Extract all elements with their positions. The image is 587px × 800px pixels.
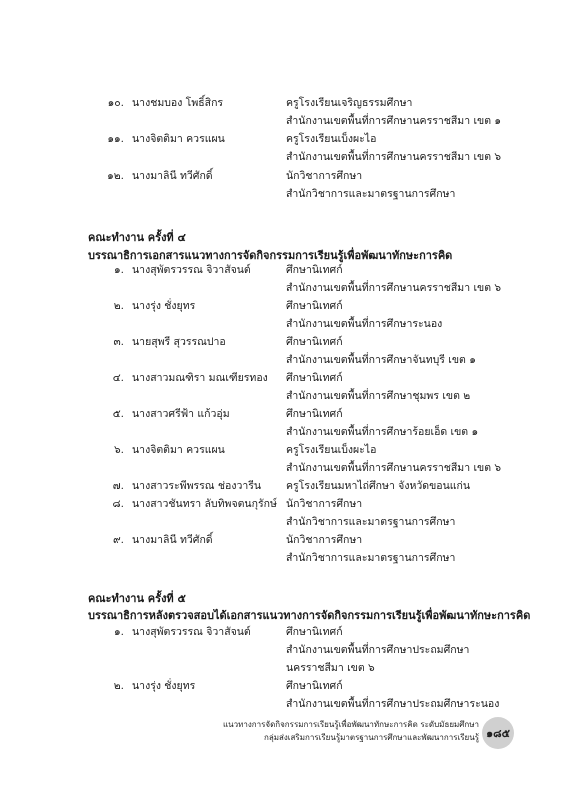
list-item	[88, 444, 528, 474]
list-item	[88, 336, 528, 366]
item-number: ๑.	[113, 626, 124, 638]
item-number: ๔.	[112, 372, 124, 384]
member-name: นางรุ่ง ชั่งยุทร	[132, 300, 196, 312]
list-item	[88, 626, 528, 674]
member-office: สำนักวิชาการและมาตรฐานการศึกษา	[286, 188, 456, 200]
member-office: สำนักงานเขตพื้นที่การศึกษานครราชสีมา เขต ๖	[286, 282, 502, 294]
item-number: ๖.	[113, 444, 124, 456]
list-item	[88, 264, 528, 294]
page-number-badge	[482, 717, 514, 749]
member-position: ครูโรงเรียนเจริญธรรมศึกษา	[286, 97, 413, 109]
item-number: ๑.	[113, 264, 124, 276]
section-title: คณะทำงาน ครั้งที่ ๔	[88, 231, 186, 244]
list-item	[88, 372, 528, 402]
item-number: ๒.	[113, 680, 124, 692]
member-name: นางจิตติมา ควรแผน	[132, 444, 225, 456]
member-position: ศึกษานิเทศก์	[286, 264, 343, 276]
footer-title: แนวทางการจัดกิจกรรมการเรียนรู้เพื่อพัฒนาทักษะการคิด ระดับมัธยมศึกษา	[222, 720, 479, 729]
member-position: ศึกษานิเทศก์	[286, 372, 343, 384]
item-number: ๗.	[112, 480, 124, 492]
member-position: ศึกษานิเทศก์	[286, 300, 343, 312]
page-number: ๑๘๕	[486, 727, 510, 740]
member-position: นักวิชาการศึกษา	[286, 498, 363, 510]
member-position: ศึกษานิเทศก์	[286, 680, 343, 692]
member-name: นางสุพัตรวรรณ จิวาสัจนต์	[132, 264, 251, 276]
item-number: ๘.	[112, 498, 124, 510]
member-position: นักวิชาการศึกษา	[286, 534, 363, 546]
list-item	[88, 480, 528, 493]
item-number: ๙.	[112, 534, 124, 546]
list-item	[88, 133, 528, 163]
member-name: นางสุพัตรวรรณ จิวาสัจนต์	[132, 626, 251, 638]
member-name: นางสาวระพีพรรณ ช่องวารีน	[132, 480, 262, 492]
list-item	[88, 97, 528, 127]
item-number: ๑๑.	[107, 133, 124, 145]
member-position: ศึกษานิเทศก์	[286, 626, 343, 638]
member-office: สำนักงานเขตพื้นที่การศึกษาร้อยเอ็ด เขต ๑	[286, 426, 479, 438]
section-title: คณะทำงาน ครั้งที่ ๕	[88, 592, 186, 605]
item-number: ๑๐.	[107, 97, 124, 109]
list-item	[88, 300, 528, 330]
member-office: สำนักงานเขตพื้นที่การศึกษานครราชสีมา เขต ๖	[286, 151, 502, 163]
section-subtitle: บรรณาธิการหลังตรวจสอบได้เอกสารแนวทางการจัดกิจกรรมการเรียนรู้เพื่อพัฒนาทักษะการคิด	[88, 609, 531, 622]
list-item	[88, 408, 528, 438]
member-position: ครูโรงเรียนเบ็งผะไอ	[286, 444, 377, 456]
footer-subtitle: กลุ่มส่งเสริมการเรียนรู้มาตรฐานการศึกษาและพัฒนาการเรียนรู้	[264, 733, 479, 742]
section-subtitle: บรรณาธิการเอกสารแนวทางการจัดกิจกรรมการเรียนรู้เพื่อพัฒนาทักษะการคิด	[88, 249, 453, 262]
member-office: สำนักงานเขตพื้นที่การศึกษาประถมศึกษา	[286, 644, 470, 656]
member-name: นางมาลินี ทวีศักดิ์	[132, 534, 213, 546]
member-name: นางชมบอง โพธิ์สิกร	[132, 97, 224, 109]
member-position: ศึกษานิเทศก์	[286, 336, 343, 348]
member-office: สำนักวิชาการและมาตรฐานการศึกษา	[286, 516, 456, 528]
member-name: นางสาวมณฑิรา มณเฑียรทอง	[132, 372, 268, 384]
member-name: นางรุ่ง ชั่งยุทร	[132, 680, 196, 692]
member-office: สำนักงานเขตพื้นที่การศึกษานครราชสีมา เขต ๑	[286, 115, 502, 127]
member-name: นางจิตติมา ควรแผน	[132, 133, 225, 145]
item-number: ๕.	[112, 408, 124, 420]
member-office: สำนักงานเขตพื้นที่การศึกษานครราชสีมา เขต ๖	[286, 462, 502, 474]
member-position: ศึกษานิเทศก์	[286, 408, 343, 420]
member-office: สำนักงานเขตพื้นที่การศึกษาชุมพร เขต ๒	[286, 390, 471, 402]
member-name: นางสาวชันทรา ลับทิพจตนกุรักษ์	[132, 498, 277, 510]
item-number: ๓.	[113, 336, 124, 348]
member-office: สำนักวิชาการและมาตรฐานการศึกษา	[286, 552, 456, 564]
item-number: ๒.	[113, 300, 124, 312]
member-name: นางสาวศรีฟ้า แก้วอุ่ม	[132, 408, 230, 420]
member-position: ครูโรงเรียนเบ็งผะไอ	[286, 133, 377, 145]
member-office: สำนักงานเขตพื้นที่การศึกษาจันทบุรี เขต ๑	[286, 354, 476, 366]
list-item	[88, 170, 528, 200]
member-position: ครูโรงเรียนมหาไถ่ศึกษา จังหวัดขอนแก่น	[286, 480, 471, 492]
item-number: ๑๒.	[107, 170, 124, 182]
member-name: นายสุพรี สุวรรณปาอ	[132, 336, 226, 348]
member-office-cont: นครราชสีมา เขต ๖	[286, 662, 375, 674]
list-item	[88, 680, 528, 710]
member-position: นักวิชาการศึกษา	[286, 170, 363, 182]
member-name: นางมาลินี ทวีศักดิ์	[132, 170, 213, 182]
list-item	[88, 498, 528, 528]
list-item	[88, 534, 528, 564]
member-office: สำนักงานเขตพื้นที่การศึกษาประถมศึกษาระนอง	[286, 698, 500, 710]
member-office: สำนักงานเขตพื้นที่การศึกษาระนอง	[286, 318, 443, 330]
